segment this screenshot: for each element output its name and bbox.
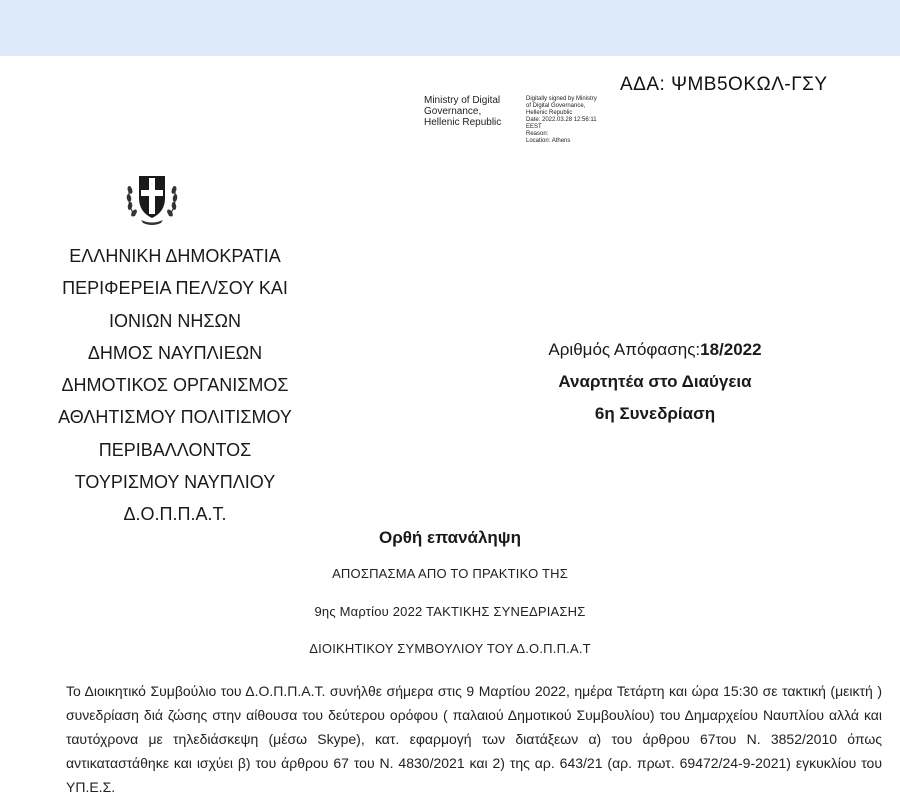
- signature-signer-line: Hellenic Republic: [424, 117, 502, 128]
- top-banner: [0, 0, 900, 56]
- ada-code: ΑΔΑ: ΨΜΒ5ΟΚΩΛ-ΓΣΥ: [620, 74, 828, 95]
- correction-title: Ορθή επανάληψη: [378, 528, 522, 547]
- organization-line: ΑΘΛΗΤΙΣΜΟΥ ΠΟΛΙΤΙΣΜΟΥ: [58, 407, 292, 428]
- signature-details: [526, 96, 636, 145]
- diavgeia-note: Αναρτητέα στο Διαύγεια: [558, 372, 752, 391]
- organization-line: ΕΛΛΗΝΙΚΗ ΔΗΜΟΚΡΑΤΙΑ: [69, 246, 281, 266]
- signature-detail-line: Date: 2022.03.28 12:56:11: [526, 117, 597, 123]
- signature-signer: [424, 95, 524, 128]
- extract-title-line: ΑΠΟΣΠΑΣΜΑ ΑΠΟ ΤΟ ΠΡΑΚΤΙΚΟ ΤΗΣ: [332, 566, 568, 581]
- extract-board-line: ΔΙΟΙΚΗΤΙΚΟΥ ΣΥΜΒΟΥΛΙΟΥ ΤΟΥ Δ.Ο.Π.Π.Α.Τ: [309, 641, 591, 656]
- signature-detail-line: Reason:: [526, 131, 549, 137]
- organization-line: ΠΕΡΙΦΕΡΕΙΑ ΠΕΛ/ΣΟΥ ΚΑΙ: [62, 278, 288, 299]
- signature-signer-line: Ministry of Digital: [424, 95, 501, 106]
- greek-coat-of-arms-icon: [121, 168, 183, 228]
- signature-detail-line: of Digital Governance,: [526, 103, 586, 109]
- organization-line: ΤΟΥΡΙΣΜΟΥ ΝΑΥΠΛΙΟΥ: [74, 472, 276, 493]
- decision-number-label: Αριθμός Απόφασης:: [548, 340, 701, 359]
- decision-number-value: 18/2022: [700, 340, 762, 359]
- decision-block: [480, 334, 830, 430]
- extract-date-line: 9ης Μαρτίου 2022 ΤΑΚΤΙΚΗΣ ΣΥΝΕΔΡΙΑΣΗΣ: [314, 604, 586, 619]
- organization-line: ΠΕΡΙΒΑΛΛΟΝΤΟΣ: [98, 439, 252, 460]
- organization-line: Δ.Ο.Π.Π.Α.Τ.: [123, 504, 227, 525]
- signature-detail-line: Location: Athens: [526, 138, 571, 144]
- organization-line: ΔΗΜΟΤΙΚΟΣ ΟΡΓΑΝΙΣΜΟΣ: [61, 375, 289, 396]
- session-label: 6η Συνεδρίαση: [594, 404, 716, 423]
- signature-detail-line: Hellenic Republic: [526, 110, 573, 116]
- signature-detail-line: EEST: [526, 124, 542, 130]
- organization-line: ΙΟΝΙΩΝ ΝΗΣΩΝ: [108, 310, 242, 331]
- decision-number: [480, 334, 830, 366]
- signature-signer-line: Governance,: [424, 106, 482, 117]
- body-paragraph: Το Διοικητικό Συμβούλιο του Δ.Ο.Π.Π.Α.Τ. συνήλθε σήμερα στις 9 Μαρτίου 2022, ημέρα Τετάρτη και ώρα 15:30 σε τακτική (μεικτή ) συνεδρίαση διά ζώσης στην αίθουσα του δεύτερου ορόφου ( παλαιού Δημοτικού Συμβουλίου) του Δημαρχείου Ναυπλίου αλλά και ταυτόχρονα με τηλεδιάσκεψη (μέσω Skype), κατ. εφαρμογή των διατάξεων α) του άρθρου 67του Ν. 3852/2010 όπως αντικαταστάθηκε και ισχύει β) του άρθρου 67 του Ν. 4830/2021 και 2) της αρ. 643/21 (αρ. πρωτ. 69472/24-9-2021) εγκυκλίου του ΥΠ.Ε.Σ.: [66, 683, 882, 795]
- organization-line: ΔΗΜΟΣ ΝΑΥΠΛΙΕΩΝ: [87, 342, 263, 363]
- organization-block: [40, 240, 310, 531]
- signature-detail-line: Digitally signed by Ministry: [526, 96, 597, 102]
